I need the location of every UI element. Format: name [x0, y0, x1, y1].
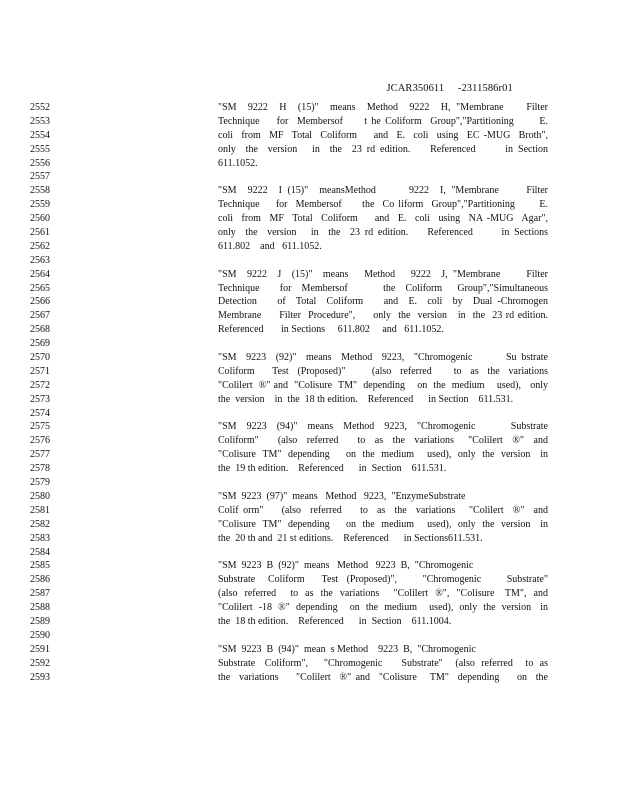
text-line: "SM 9223 B (94)" mean s Method 9223 B, "Chromogenic: [218, 643, 476, 655]
line-number: 2554: [30, 129, 50, 141]
line-number: 2588: [30, 602, 50, 614]
text-line: Coliform Test (Proposed)" (also referred to as the variations: [218, 365, 548, 377]
text-line: Technique for Membersof t he Coliform Group","Partitioning E.: [218, 115, 548, 127]
line-number: 2552: [30, 102, 50, 113]
line-number: 2577: [30, 449, 50, 461]
line-number: 2574: [30, 407, 50, 419]
line-number: 2591: [30, 643, 50, 655]
line-number: 2586: [30, 574, 50, 586]
line-number: 2575: [30, 421, 50, 433]
line-number: 2556: [30, 157, 50, 169]
text-line: the 19 th edition. Referenced in Section 611.531.: [218, 463, 447, 475]
line-number: 2562: [30, 240, 50, 252]
text-line: the 18 th edition. Referenced in Section 611.1004.: [218, 615, 452, 627]
line-number: 2567: [30, 310, 50, 322]
line-number: 2573: [30, 393, 50, 405]
text-line: "SM 9223 B (92)" means Method 9223 B, "Chromogenic: [218, 560, 474, 572]
line-number: 2571: [30, 365, 50, 377]
line-number-column: [30, 101, 70, 684]
text-line: Referenced in Sections 611.802 and 611.1052.: [218, 324, 444, 336]
text-line: "SM 9223 (94)" means Method 9223, "Chromogenic Substrate: [218, 421, 548, 433]
text-line: only the version in the 23 rd edition. Referenced in Sections: [218, 227, 548, 239]
line-number: 2563: [30, 254, 50, 266]
line-number: 2565: [30, 282, 50, 294]
text-line: "Colilert ®" and "Colisure TM" depending on the medium used), only: [218, 379, 548, 391]
text-line: Coliform" (also referred to as the variations "Colilert ®" and: [218, 435, 548, 447]
text-line: the variations "Colilert ®" and "Colisure TM" depending on the: [218, 671, 548, 683]
line-number: 2560: [30, 213, 50, 225]
line-number: 2590: [30, 629, 50, 641]
line-number: 2576: [30, 435, 50, 447]
line-number: 2569: [30, 338, 50, 350]
text-line: Substrate Coliform Test (Proposed)", "Chromogenic Substrate": [218, 574, 548, 586]
text-line: (also referred to as the variations "Colilert ®", "Colisure TM", and: [218, 588, 548, 600]
line-number: 2557: [30, 171, 50, 183]
text-line: Detection of Total Coliform and E. coli by Dual -Chromogen: [218, 296, 548, 308]
line-number: 2587: [30, 588, 50, 600]
text-line: "SM 9222 J (15)" means Method 9222 J, "Membrane Filter: [218, 268, 548, 280]
line-number: 2593: [30, 671, 50, 683]
text-line: "Colisure TM" depending on the medium used), only the version in: [218, 449, 548, 461]
blank-line: [218, 254, 548, 268]
text-line: "Colilert -18 ®" depending on the medium used), only the version in: [218, 602, 548, 614]
document-header: [381, 72, 513, 94]
blank-line: [218, 337, 548, 351]
text-line: Membrane Filter Procedure", only the version in the 23 rd edition.: [218, 310, 548, 322]
line-number: 2584: [30, 546, 50, 558]
text-line: "SM 9222 H (15)" means Method 9222 H, "Membrane Filter: [218, 102, 548, 113]
line-number: 2592: [30, 657, 50, 669]
line-number: 2555: [30, 143, 50, 155]
text-line: Technique for Membersof the Coliform Group","Simultaneous: [218, 282, 548, 294]
blank-line: [218, 476, 548, 490]
text-line: "SM 9223 (92)" means Method 9223, "Chromogenic Su bstrate: [218, 352, 548, 364]
document-id: JCAR350611 -2311586r01: [386, 83, 513, 94]
blank-line: [218, 170, 548, 184]
text-line: Colif orm" (also referred to as the variations "Colilert ®" and: [218, 504, 548, 516]
text-line: the 20 th and 21 st editions. Referenced in Sections611.531.: [218, 532, 483, 544]
document-body: [218, 101, 548, 684]
text-line: "Colisure TM" depending on the medium used), only the version in: [218, 518, 548, 530]
text-line: "SM 9223 (97)" means Method 9223, "EnzymeSubstrate: [218, 490, 466, 502]
text-line: Substrate Coliform", "Chromogenic Substrate" (also referred to as: [218, 657, 548, 669]
blank-line: [218, 629, 548, 643]
line-number: 2559: [30, 199, 50, 211]
text-line: "SM 9222 I (15)" meansMethod 9222 I, "Membrane Filter: [218, 185, 548, 197]
line-number: 2570: [30, 352, 50, 364]
text-line: Technique for Membersof the Co liform Group","Partitioning E.: [218, 199, 548, 211]
line-number: 2589: [30, 615, 50, 627]
blank-line: [218, 407, 548, 421]
line-number: 2582: [30, 518, 50, 530]
line-number: 2580: [30, 490, 50, 502]
line-number: 2572: [30, 379, 50, 391]
text-line: 611.1052.: [218, 157, 258, 169]
line-number: 2581: [30, 504, 50, 516]
line-number: 2561: [30, 227, 50, 239]
text-line: 611.802 and 611.1052.: [218, 240, 322, 252]
line-number: 2578: [30, 463, 50, 475]
line-number: 2558: [30, 185, 50, 197]
line-number: 2579: [30, 477, 50, 489]
text-line: coli from MF Total Coliform and E. coli using NA -MUG Agar",: [218, 213, 548, 225]
text-line: only the version in the 23 rd edition. Referenced in Section: [218, 143, 548, 155]
line-number: 2568: [30, 324, 50, 336]
line-number: 2583: [30, 532, 50, 544]
line-number: 2585: [30, 560, 50, 572]
text-line: the version in the 18 th edition. Referenced in Section 611.531.: [218, 393, 514, 405]
blank-line: [218, 546, 548, 560]
line-number: 2566: [30, 296, 50, 308]
text-line: coli from MF Total Coliform and E. coli using EC -MUG Broth",: [218, 129, 548, 141]
line-number: 2553: [30, 115, 50, 127]
line-number: 2564: [30, 268, 50, 280]
